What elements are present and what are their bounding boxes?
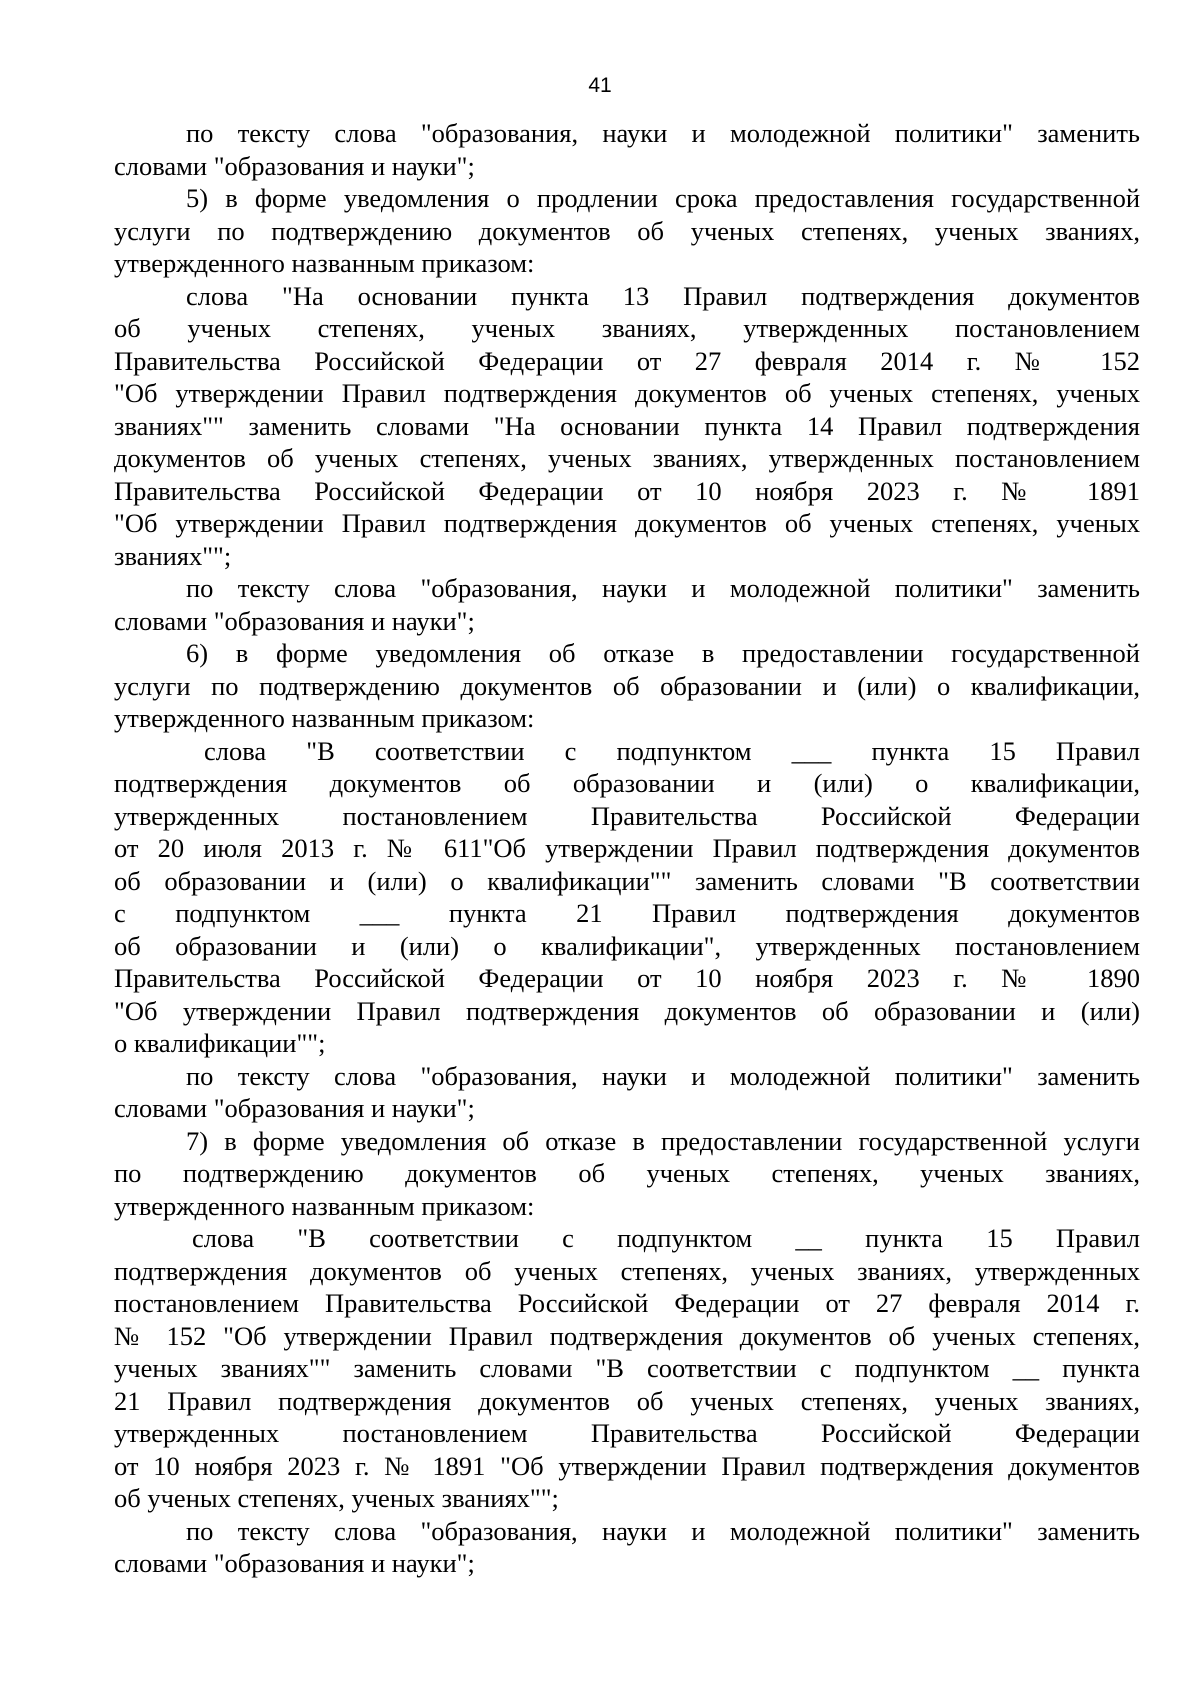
text-line: слова "В соответствии с подпунктом ___ пункта 15 Правил: [204, 735, 1140, 766]
text-line: по тексту слова "образования, науки и молодежной политики" заменить: [186, 1515, 1140, 1546]
text-line: утвержденного названным приказом:: [114, 248, 535, 278]
text-line: слова "На основании пункта 13 Правил подтверждения документов: [186, 280, 1140, 311]
text-line: подтверждения документов об образовании и (или) о квалификации,: [114, 768, 1140, 798]
text-line: Правительства Российской Федерации от 10 ноября 2023 г. № 1890: [114, 963, 1140, 993]
text-line: утвержденных постановлением Правительства Российской Федерации: [114, 1418, 1140, 1448]
text-line: об образовании и (или) о квалификации", утвержденных постановлением: [114, 930, 1140, 961]
text-line: услуги по подтверждению документов об образовании и (или) о квалификации,: [114, 670, 1140, 701]
text-line: словами "образования и науки";: [114, 1093, 475, 1123]
text-line: с подпунктом ___ пункта 21 Правил подтверждения документов: [114, 898, 1140, 928]
text-line: 21 Правил подтверждения документов об ученых степенях, ученых званиях,: [114, 1385, 1140, 1416]
document-body: [114, 117, 1140, 1580]
page-number: 41: [588, 74, 612, 97]
text-line: ученых званиях"" заменить словами "В соответствии с подпунктом __ пункта: [114, 1353, 1140, 1383]
text-line: постановлением Правительства Российской Федерации от 27 февраля 2014 г.: [114, 1288, 1140, 1318]
text-line: Правительства Российской Федерации от 27 февраля 2014 г. № 152: [114, 345, 1140, 376]
text-line: 5) в форме уведомления о продлении срока предоставления государственной: [186, 183, 1140, 213]
text-line: "Об утверждении Правил подтверждения документов об образовании и (или): [114, 995, 1140, 1026]
text-line: по текcту слова "образования, науки и молодежной политики" заменить: [186, 118, 1140, 148]
text-line: об образовании и (или) о квалификации"" заменить словами "В соответствии: [114, 865, 1140, 896]
text-line: званиях"";: [114, 540, 232, 571]
text-line: от 20 июля 2013 г. № 611"Об утверждении Правил подтверждения документов: [114, 833, 1140, 863]
text-line: словами "образования и науки";: [114, 605, 475, 636]
text-line: от 10 ноября 2023 г. № 1891 "Об утверждении Правил подтверждения документов: [114, 1450, 1140, 1481]
text-line: "Об утверждении Правил подтверждения документов об ученых степенях, ученых: [114, 378, 1140, 408]
text-line: о квалификации"";: [114, 1028, 326, 1058]
text-line: словами "образования и науки";: [114, 1548, 475, 1578]
text-line: № 152 "Об утверждении Правил подтверждения документов об ученых степенях,: [114, 1320, 1140, 1351]
text-line: 7) в форме уведомления об отказе в предоставлении государственной услуги: [186, 1125, 1140, 1156]
text-line: Правительства Российской Федерации от 10 ноября 2023 г. № 1891: [114, 475, 1140, 506]
text-line: по тексту слова "образования, науки и молодежной политики" заменить: [186, 1060, 1140, 1091]
text-line: словами "образования и науки";: [114, 150, 475, 181]
text-line: по подтверждению документов об ученых степенях, ученых званиях,: [114, 1158, 1140, 1188]
text-line: утвержденных постановлением Правительства Российской Федерации: [114, 800, 1140, 831]
text-line: званиях"" заменить словами "На основании пункта 14 Правил подтверждения: [114, 410, 1140, 441]
text-line: об ученых степенях, ученых званиях, утвержденных постановлением: [114, 313, 1140, 343]
text-line: утвержденного названным приказом:: [114, 1190, 535, 1221]
text-line: по тексту слова "образования, науки и молодежной политики" заменить: [186, 573, 1140, 603]
text-line: об ученых степенях, ученых званиях"";: [114, 1483, 559, 1513]
text-line: услуги по подтверждению документов об ученых степенях, ученых званиях,: [114, 215, 1140, 246]
text-line: слова "В соответствии с подпунктом __ пункта 15 Правил: [192, 1223, 1140, 1253]
text-line: документов об ученых степенях, ученых званиях, утвержденных постановлением: [114, 443, 1140, 473]
text-line: подтверждения документов об ученых степенях, ученых званиях, утвержденных: [114, 1255, 1140, 1286]
text-line: "Об утверждении Правил подтверждения документов об ученых степенях, ученых: [114, 508, 1140, 538]
text-line: утвержденного названным приказом:: [114, 703, 535, 733]
text-line: 6) в форме уведомления об отказе в предоставлении государственной: [186, 638, 1140, 668]
